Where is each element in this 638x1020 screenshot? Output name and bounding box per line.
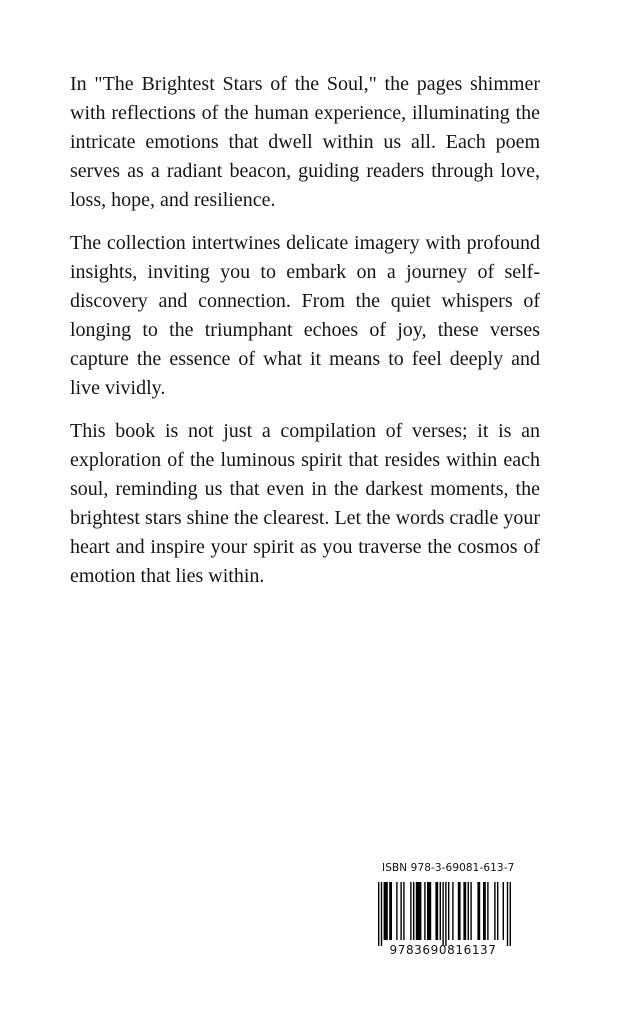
barcode-bar	[384, 882, 388, 940]
barcode-bar	[448, 882, 449, 940]
barcode-bar	[468, 882, 469, 940]
barcode-bar	[463, 882, 466, 940]
barcode-bar	[435, 882, 438, 940]
barcode-bar	[477, 882, 480, 940]
barcode-bar	[440, 882, 441, 940]
barcode-bar	[410, 882, 411, 940]
barcode-bar	[503, 882, 504, 940]
barcode-bar	[445, 882, 446, 946]
barcode-bar	[378, 882, 379, 946]
barcode-bar	[427, 882, 431, 940]
barcode-bar	[424, 882, 425, 940]
blurb-paragraph-2: The collection intertwines delicate imagery with profound insights, inviting you to embark on a journey of self-discovery and connection. From the quiet whispers of longing to the triumphant echoes of joy, these verses capture the essence of what it means to feel deeply and live vividly.	[70, 232, 540, 399]
barcode-bar	[458, 882, 461, 940]
barcode-bar	[510, 882, 511, 946]
barcode-bar	[416, 882, 422, 940]
barcode-bar	[507, 882, 508, 946]
back-cover-blurb	[70, 70, 540, 605]
barcode-bar	[483, 882, 486, 940]
barcode-bar	[400, 882, 401, 940]
blurb-paragraph-1: In "The Brightest Stars of the Soul," the pages shimmer with reflections of the human experience, illuminating the intricate emotions that dwell within us all. Each poem serves as a radiant beacon, guiding readers through love, loss, hope, and resilience.	[70, 73, 540, 211]
barcode-bar	[497, 882, 498, 940]
barcode-bar	[442, 882, 443, 946]
barcode-bar	[389, 882, 392, 940]
barcode-bar	[452, 882, 453, 940]
barcode-bar	[396, 882, 397, 940]
barcode-bar	[413, 882, 414, 940]
barcode-bar	[494, 882, 495, 940]
barcode-bar	[381, 882, 382, 946]
isbn-digits: 9783690816137	[389, 943, 497, 957]
barcode-bar	[470, 882, 471, 940]
barcode-bar	[487, 882, 488, 940]
barcode-bar	[403, 882, 404, 940]
isbn-label: ISBN 978-3-69081-613-7	[382, 862, 515, 874]
blurb-paragraph-3: This book is not just a compilation of verses; it is an exploration of the luminous spirit that resides within each soul, reminding us that even in the darkest moments, the brightest stars shine the clearest. Let the words cradle your heart and inspire your spirit as you traverse the cosmos of emotion that lies within.	[70, 420, 540, 587]
